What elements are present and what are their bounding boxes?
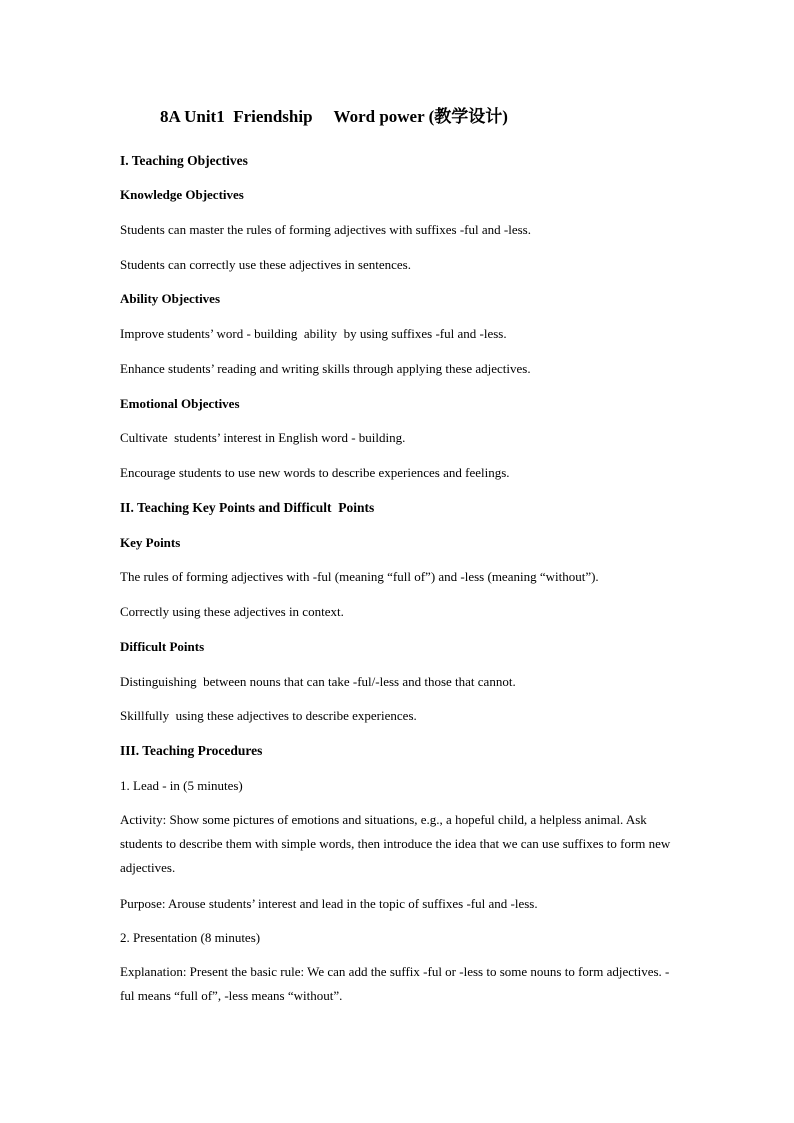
lead-in-purpose: Purpose: Arouse students’ interest and lead in the topic of suffixes -ful and -less.: [120, 896, 538, 911]
key-point-1: The rules of forming adjectives with -ful (meaning “full of”) and -less (meaning “without”).: [120, 569, 599, 584]
knowledge-objective-1: Students can master the rules of forming adjectives with suffixes -ful and -less.: [120, 222, 531, 237]
subheading-ability-objectives: Ability Objectives: [120, 291, 221, 306]
step-heading-presentation: 2. Presentation (8 minutes): [120, 930, 261, 945]
ability-objective-1: Improve students’ word - building ability by using suffixes -ful and -less.: [120, 326, 507, 341]
emotional-objective-2: Encourage students to use new words to describe experiences and feelings.: [120, 465, 510, 480]
document-title: 8A Unit1 Friendship Word power (教学设计): [160, 107, 508, 126]
emotional-objective-1: Cultivate students’ interest in English word - building.: [120, 430, 406, 445]
presentation-explanation: Explanation: Present the basic rule: We can add the suffix -ful or -less to some nouns to form adjectives. -ful means “full of”, -less means “without”.: [120, 964, 670, 1003]
subheading-difficult-points: Difficult Points: [120, 639, 205, 654]
section-heading-teaching-objectives: I. Teaching Objectives: [120, 153, 248, 168]
key-point-2: Correctly using these adjectives in context.: [120, 604, 344, 619]
step-heading-lead-in: 1. Lead - in (5 minutes): [120, 778, 243, 793]
subheading-knowledge-objectives: Knowledge Objectives: [120, 187, 244, 202]
knowledge-objective-2: Students can correctly use these adjectives in sentences.: [120, 257, 411, 272]
subheading-emotional-objectives: Emotional Objectives: [120, 396, 240, 411]
difficult-point-2: Skillfully using these adjectives to describe experiences.: [120, 708, 417, 723]
section-heading-teaching-procedures: III. Teaching Procedures: [120, 743, 263, 758]
difficult-point-1: Distinguishing between nouns that can take -ful/-less and those that cannot.: [120, 674, 516, 689]
lead-in-activity: Activity: Show some pictures of emotions and situations, e.g., a hopeful child, a helpless animal. Ask students to describe them with simple words, then introduce the idea that we can use suffixes to form new adjectives.: [120, 812, 671, 875]
subheading-key-points: Key Points: [120, 535, 181, 550]
section-heading-key-difficult-points: II. Teaching Key Points and Difficult Points: [120, 500, 375, 515]
ability-objective-2: Enhance students’ reading and writing skills through applying these adjectives.: [120, 361, 531, 376]
